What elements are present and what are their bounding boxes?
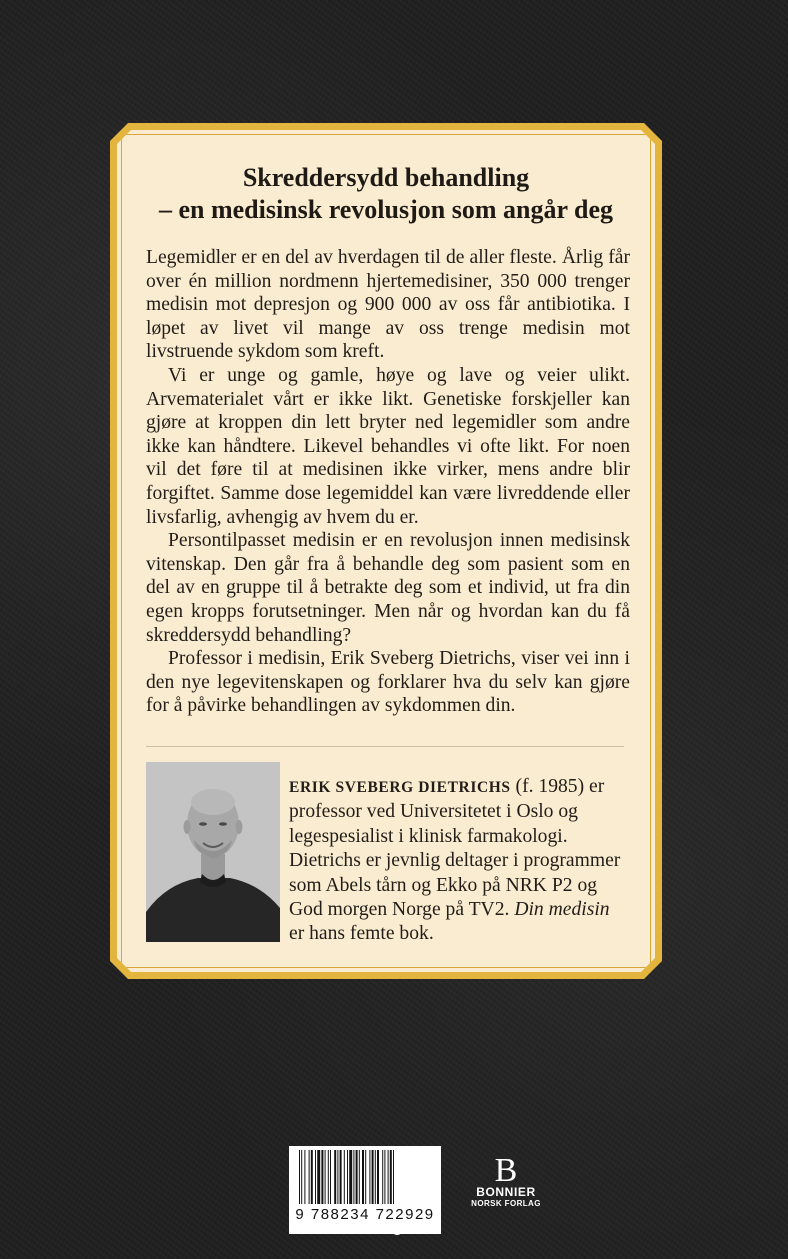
- isbn-digits: 9 788234 722929: [295, 1206, 435, 1223]
- author-bio: [289, 775, 629, 947]
- publisher-name: BONNIER: [476, 1185, 536, 1199]
- author-portrait-icon: [146, 762, 280, 942]
- blurb-paragraph: Persontilpasset medisin er en revolusjon innen medisinsk vitenskap. Den går fra å behandle deg som pasient som en del av en gruppe til å betrakte deg som et individ, ut fra din egen kropps forutsetninger. Men når og hvordan kan du få skreddersydd behandling?: [146, 530, 630, 646]
- author-photo: [146, 762, 280, 942]
- book-title: Din medisin: [514, 899, 610, 921]
- blurb-paragraph: Professor i medisin, Erik Sveberg Dietrichs, viser vei inn i den nye legevitenskapen og forklarer hva du selv kan gjøre for å påvirke behandlingen av sykdommen din.: [146, 648, 630, 717]
- blurb-text: [146, 246, 630, 718]
- publisher-subtitle: NORSK FORLAG: [471, 1199, 541, 1208]
- author-name: ERIK SVEBERG DIETRICHS: [289, 779, 511, 796]
- cover-heading: [110, 162, 662, 226]
- publisher-mark-icon: B: [494, 1152, 518, 1189]
- barcode-icon: [297, 1150, 433, 1206]
- heading-line-1: Skreddersydd behandling: [242, 163, 530, 192]
- author-bio-text: (f. 1985) er professor ved Universitetet i Oslo og legespesialist i klinisk farmakologi. Dietrichs er jevnlig deltager i programmer som Abels tårn og Ekko på NRK P2 og God morgen Norge på TV2.: [289, 776, 621, 921]
- publisher-website: bonnierforlag.no: [305, 1219, 425, 1236]
- divider: [146, 746, 624, 747]
- publisher-logo: [466, 1152, 546, 1209]
- author-bio-text-end: er hans femte bok.: [289, 923, 434, 945]
- blurb-paragraph: Vi er unge og gamle, høye og lave og veier ulikt. Arvematerialet vårt er ikke likt. Genetiske forskjeller kan gjøre at kroppen din lett bryter ned legemidler som andre ikke kan håndtere. Likevel behandles vi ofte likt. For noen vil det føre til at medisinen ikke virker, mens andre blir forgiftet. Samme dose legemiddel kan være livreddende eller livsfarlig, avhengig av hvem du er.: [146, 364, 630, 528]
- heading-line-2: – en medisinsk revolusjon som angår deg: [158, 195, 614, 224]
- blurb-paragraph: Legemidler er en del av hverdagen til de aller fleste. Årlig får over én million nordmenn hjertemedisiner, 350 000 trenger medisin mot depresjon og 900 000 av oss får antibiotika. I løpet av livet vil mange av oss trenge medisin mot livstruende sykdom som kreft.: [146, 247, 630, 363]
